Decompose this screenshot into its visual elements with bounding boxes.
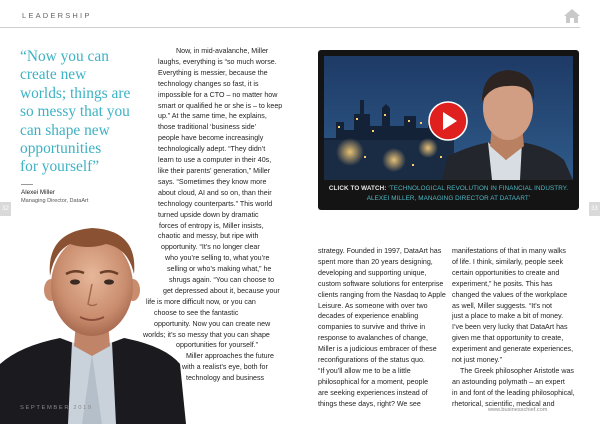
column-3-line: rhetorical, scientific, medical and <box>452 399 555 408</box>
column-1-line: choose to see the fantastic <box>154 308 239 317</box>
pull-quote-line: for yourself” <box>20 158 100 176</box>
column-1-line: get depressed about it, because your <box>163 286 280 295</box>
pull-quote-line: worlds; things are <box>20 84 131 102</box>
column-2-line: Miller is a judicious embracer of these <box>318 345 437 354</box>
pull-quote-line: opportunities <box>20 140 102 158</box>
pull-quote-line: create new <box>20 66 87 84</box>
column-2-line: companies to survive and thrive in <box>318 323 426 332</box>
column-3-line: not just money.” <box>452 356 502 365</box>
pull-quote-line: so messy that you <box>20 103 130 121</box>
caption-lead: CLICK TO WATCH: <box>328 185 387 192</box>
article-column-2 <box>318 246 456 410</box>
column-1-line: technology changes so fast, it is <box>158 79 259 88</box>
column-1-line: Everything is messier, because the <box>158 68 268 77</box>
column-2-line: clients ranging from the Nasdaq to Apple <box>318 290 446 299</box>
column-2-line: Leisure. As someone with over two <box>318 301 428 310</box>
column-3-line: certain opportunities to create and <box>452 268 560 277</box>
column-2-line: developing and supporting unique, <box>318 268 427 277</box>
column-3-line: manifestations of that in many walks <box>452 247 566 255</box>
column-3-line: experiment,” he posits. This has <box>452 279 553 288</box>
home-icon[interactable] <box>563 8 581 24</box>
column-1-line: like their parents’ generation,” Miller <box>158 166 271 175</box>
column-2-line: strategy. Founded in 1997, DataArt has <box>318 247 442 255</box>
website-url[interactable]: www.businesschief.com <box>488 407 548 413</box>
column-1-line: people have become increasingly <box>158 134 264 143</box>
column-1-line: life is more difficult now, or you can <box>146 297 256 306</box>
column-2-line: are seeking experiences instead of <box>318 388 428 397</box>
caption-title: ‘TECHNOLOGICAL REVOLUTION IN FINANCIAL INDUSTRY. <box>386 185 569 192</box>
column-1-line: says. “Sometimes they know more <box>158 177 267 186</box>
column-2-line: response to avalanches of change, <box>318 334 429 343</box>
column-1-line: those traditional ‘business side’ <box>158 123 257 132</box>
pull-quote-line: can shape new <box>20 121 110 139</box>
column-1-line: Miller approaches the future <box>186 352 274 361</box>
column-3-line: of life. I think, similarly, people seek <box>452 257 564 266</box>
column-1-line: technology counterparts.” This world <box>158 199 273 208</box>
column-1-line: technology and business <box>186 374 265 383</box>
column-2-line: decades of experience enabling <box>318 312 419 321</box>
play-icon[interactable] <box>428 101 468 141</box>
column-1-line: learn to use a computer in their 40s, <box>158 156 272 165</box>
column-2-line: things these days, right? We see <box>318 399 421 408</box>
column-1-line: impossible for a CTO – no matter how <box>158 90 278 99</box>
column-3-line: I’ve been very lucky that DataArt has <box>452 323 568 332</box>
column-2-line: philosophical for a moment, people <box>318 377 429 386</box>
caption-line-2: ALEXEI MILLER, MANAGING DIRECTOR AT DATAART’ <box>366 194 531 202</box>
column-1-line: forces of entropy is, Miller insists, <box>159 221 264 230</box>
quote-author: Alexei Miller <box>21 189 55 196</box>
column-1-line: opportunity. “It’s no longer clear <box>161 243 260 252</box>
quote-author-title: Managing Director, DataArt <box>21 198 89 204</box>
column-1-line: smart or qualified he or she is – to keep <box>158 101 283 110</box>
column-3-line: given me that opportunity to create, <box>452 334 564 343</box>
column-1-line: opportunities for yourself.” <box>176 341 259 350</box>
page-number-right: 33 <box>589 202 600 216</box>
column-3-line: just a place to make a bit of money. <box>452 312 564 321</box>
column-3-line: in and font of the leading philosophical, <box>452 388 575 397</box>
column-1-line: laughs, everything is “so much worse. <box>158 57 277 66</box>
column-1-line: who you’re selling to, what you’re <box>165 254 270 263</box>
column-2-line: “If you’ll allow me to be a little <box>318 366 411 375</box>
column-2-line: reconfigurations of the status quo. <box>318 356 425 365</box>
column-2-line: spent more than 20 years designing, <box>318 257 433 266</box>
column-1-line: opportunity. Now you can create new <box>154 319 271 328</box>
header-rule <box>0 27 580 28</box>
column-1-line: turned upside down by dramatic <box>158 210 259 219</box>
column-1-line: chaotic and messy, but ripe with <box>158 232 259 241</box>
column-1-line: worlds; it’s so messy that you can shape <box>143 330 270 339</box>
column-3-line: as well, Miller suggests. “It’s not <box>452 301 553 310</box>
column-1-line: Now, in mid-avalanche, Miller <box>176 47 269 55</box>
column-1-line: with a realist’s eye, both for <box>182 363 268 372</box>
column-2-line: custom software solutions for enterprise <box>318 279 444 288</box>
page-number-left: 32 <box>0 202 11 216</box>
column-3-line: an astounding polymath – an expert <box>452 377 565 386</box>
article-column-1 <box>0 46 318 384</box>
column-1-line: about cloud, AI and so on, than their <box>158 188 272 197</box>
column-3-line: experiment and generate experiences, <box>452 345 574 354</box>
pull-quote-line: “Now you can <box>20 48 109 65</box>
column-1-line: selling or who’s making what,” he <box>167 265 272 274</box>
column-1-line: shrugs again. “You can choose to <box>169 276 275 285</box>
article-column-3 <box>452 246 592 410</box>
section-label: LEADERSHIP <box>22 11 92 20</box>
column-1-line: up.” At the same time, he explains, <box>158 112 267 121</box>
column-1-line: technologically adept. “They didn’t <box>158 145 266 154</box>
column-3-line: changed the values of the workplace <box>452 290 568 299</box>
video-caption[interactable] <box>326 184 571 203</box>
issue-date: SEPTEMBER 2019 <box>20 405 93 411</box>
column-3-line: The Greek philosopher Aristotle was <box>460 366 574 375</box>
